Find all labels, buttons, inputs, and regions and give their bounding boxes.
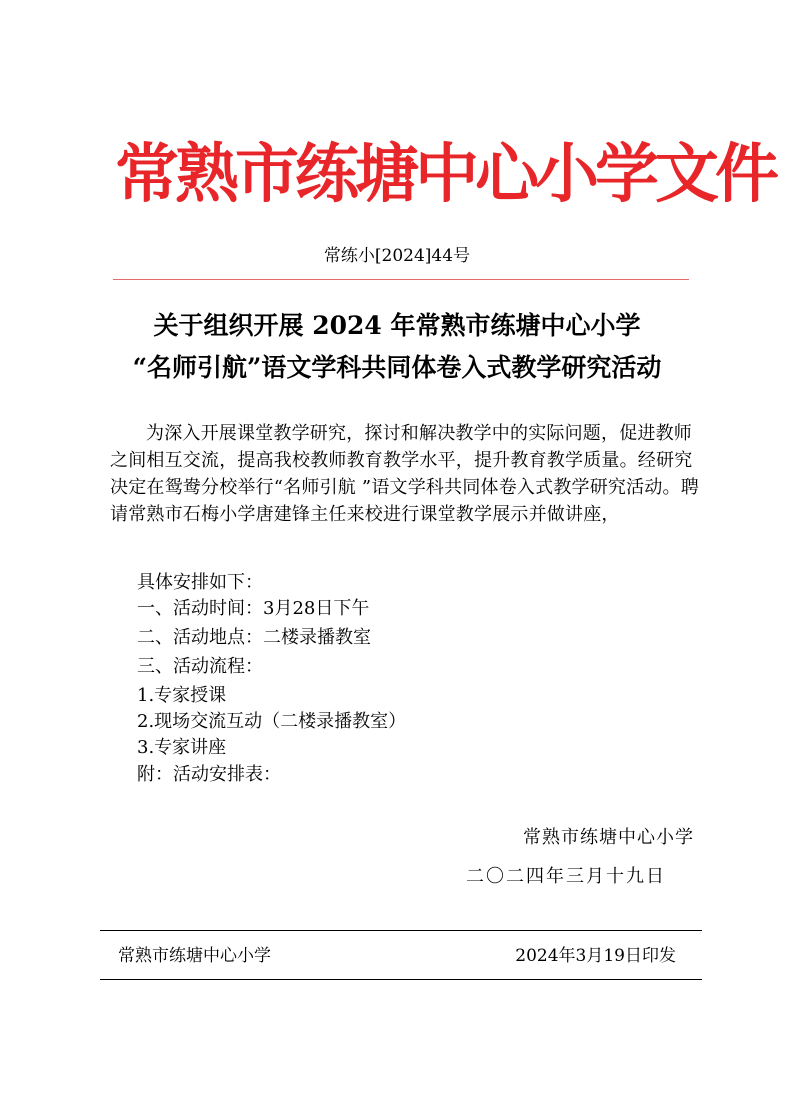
signer: 常熟市练塘中心小学 [523, 827, 694, 848]
footer-top-rule [100, 930, 702, 931]
footer-issuer: 常熟市练塘中心小学 [118, 946, 271, 966]
process-step-1: 1.专家授课 [137, 685, 227, 706]
arrangement-heading: 具体安排如下： [137, 572, 263, 593]
process-step-2: 2.现场交流互动（二楼录播教室） [137, 711, 407, 732]
activity-time: 一、活动时间：3月28日下午 [137, 598, 370, 619]
intro-paragraph: 为深入开展课堂教学研究，探讨和解决教学中的实际问题，促进教师之间相互交流，提高我校教师教育教学水平，提升教育教学质量。经研究决定在鸳鸯分校举行“名师引航 ”语文学科共同体卷入式教学研究活动。聘请常熟市石梅小学唐建锋主任来校进行课堂教学展示并做讲座， [110, 423, 699, 525]
red-header-title: 常熟市练塘中心小学文件 [115, 138, 775, 212]
document-number: 常练小[2024]44号 [323, 246, 471, 266]
activity-location: 二、活动地点：二楼录播教室 [137, 627, 371, 648]
document-title-line-2: “名师引航”语文学科共同体卷入式教学研究活动 [132, 353, 662, 382]
process-step-3: 3.专家讲座 [137, 737, 227, 758]
footer-bottom-rule [100, 979, 702, 980]
footer-issue-date: 2024年3月19日印发 [515, 946, 676, 966]
attachment-note: 附：活动安排表： [137, 764, 281, 785]
red-divider [113, 279, 689, 280]
sign-date: 二〇二四年三月十九日 [466, 866, 666, 887]
activity-process-heading: 三、活动流程： [137, 656, 263, 677]
document-title-line-1: 关于组织开展 2024 年常熟市练塘中心小学 [153, 311, 641, 340]
